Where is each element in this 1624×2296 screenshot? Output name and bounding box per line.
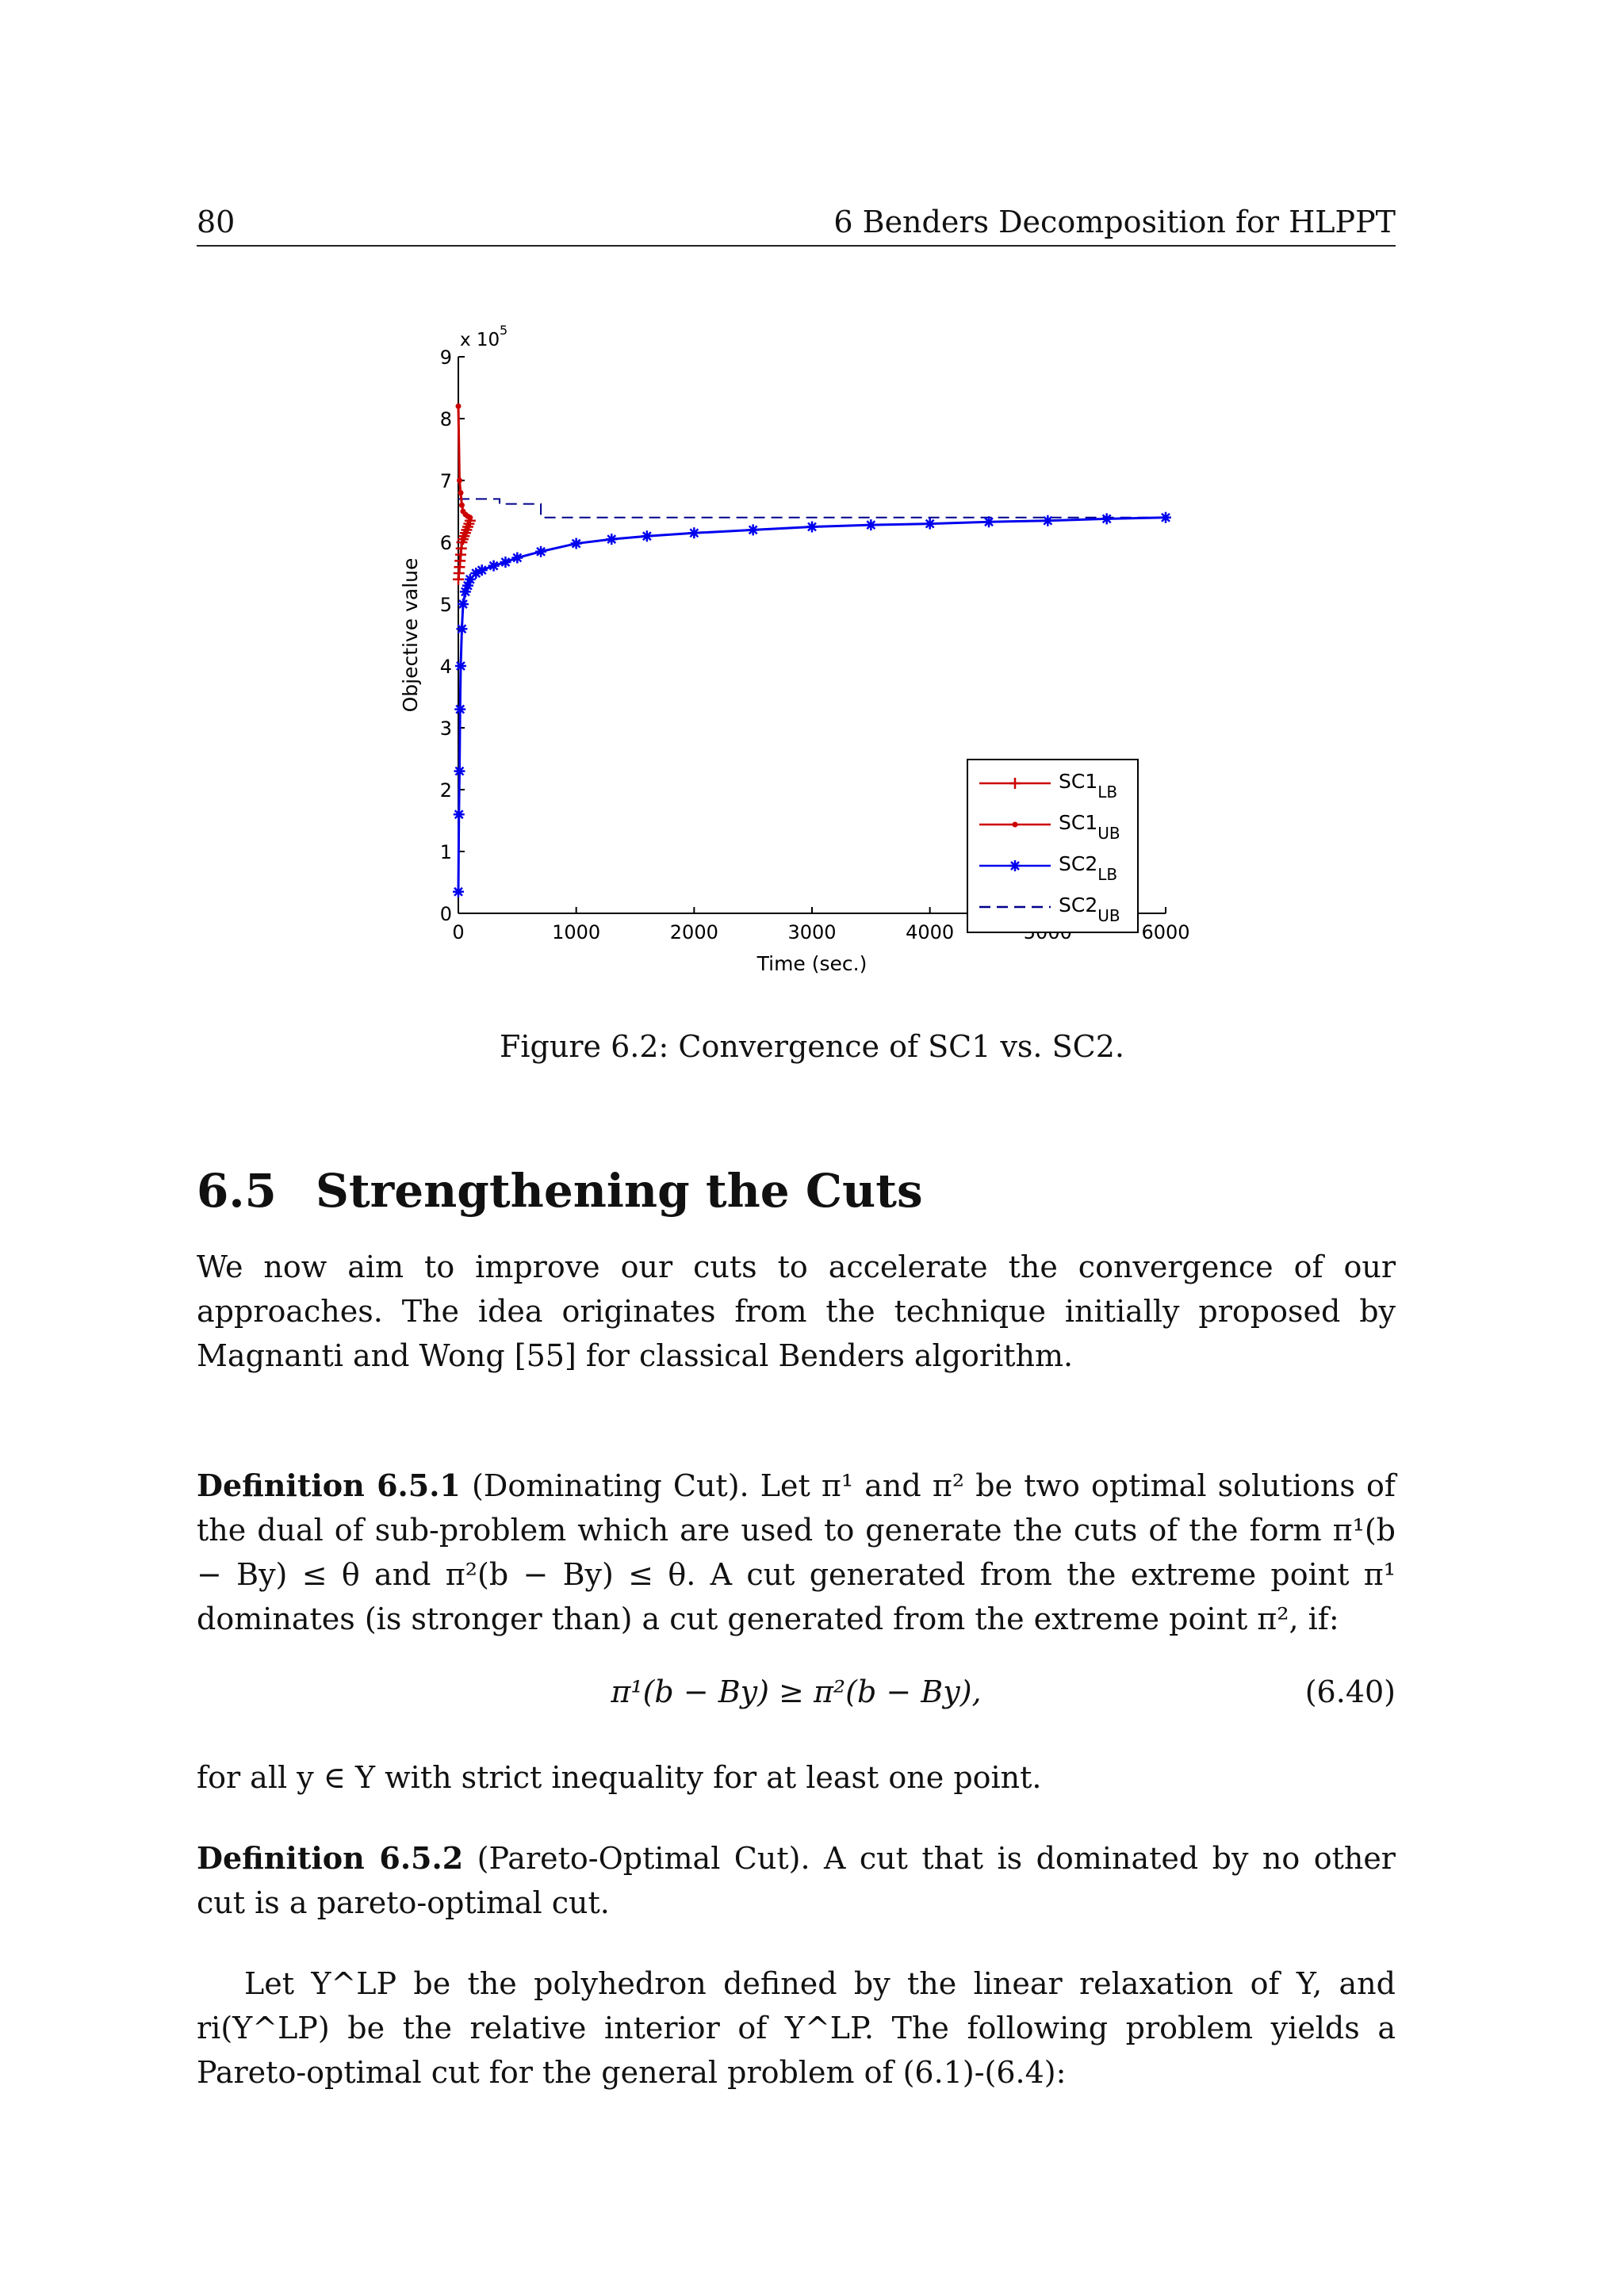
section-number: 6.5 [197,1164,277,1218]
data-point [454,704,465,715]
legend-label: $SC1_{LB}$ [1059,770,1118,802]
y-tick-label: 5 [439,594,452,616]
data-point [1101,513,1113,524]
header-rule [197,245,1396,247]
x-axis-label: Time (sec.) [756,952,868,975]
y-tick-label: 8 [439,408,452,430]
definition-name: (Pareto-Optimal Cut). [477,1841,810,1876]
section-heading [197,1164,923,1218]
data-point [642,530,653,541]
y-tick-label: 1 [439,841,452,863]
data-point [511,553,523,564]
figure-caption: Figure 6.2: Convergence of SC1 vs. SC2. [500,1029,1124,1064]
legend-subscript: LB [1097,783,1118,802]
data-point [806,522,818,533]
y-tick-label: 0 [439,903,452,925]
data-point [688,527,699,538]
equation-body: π¹(b − By) ≥ π²(b − By), [611,1674,982,1709]
legend-label: $SC2_{LB}$ [1059,852,1118,884]
data-point [748,524,759,535]
data-point [535,546,546,557]
y-tick-label: 3 [439,718,452,740]
data-point [488,561,500,572]
x-tick-label: 4000 [906,921,955,943]
after-equation-text: for all y ∈ Y with strict inequality for at least one point. [197,1760,1042,1795]
definition-pareto-cut [197,1836,1396,1925]
definition-label: Definition 6.5.2 [197,1840,464,1876]
series-sc2-ub [458,499,1166,517]
data-point [983,516,994,527]
data-point [1042,515,1053,526]
data-point [865,519,876,530]
data-point [500,557,511,568]
x-tick-label: 2000 [669,921,718,943]
convergence-chart [389,309,1237,991]
legend-label: $SC2_{UB}$ [1059,894,1120,925]
y-multiplier-label: x 10 [460,330,500,350]
final-paragraph: Let Y^LP be the polyhedron defined by the linear relaxation of Y, and ri(Y^LP) be the relative interior of Y^LP. The following problem yields a Pareto-optimal cut for the general problem of (6.1)-(6.4): [197,1966,1396,2090]
y-axis-label: Objective value [399,557,422,713]
x-tick-label: 0 [452,921,465,943]
x-tick-label: 6000 [1141,921,1190,943]
legend-subscript: UB [1097,824,1120,843]
data-point [925,519,936,530]
definition-dominating-cut [197,1464,1396,1641]
y-tick-label: 6 [439,532,452,554]
definition-body: Let π¹ and π² be two optimal solutions of the dual of sub-problem which are used to generate the cuts of the form π¹(b − By) ≤ θ and π²(b − By) ≤ θ. A cut generated from the extreme point π¹ dominates (is stronger than) a cut generated from the extreme point π², if: [197,1468,1396,1636]
data-point [459,503,465,508]
data-point [1009,860,1021,871]
y-tick-label: 9 [439,346,452,369]
data-point [458,490,463,496]
definition-label: Definition 6.5.1 [197,1468,461,1503]
data-point [1160,512,1171,523]
series-sc1-lb [453,515,476,585]
y-tick-label: 4 [439,656,452,678]
data-point [454,766,465,777]
legend-subscript: LB [1097,865,1118,884]
running-title: 6 Benders Decomposition for HLPPT [833,205,1396,239]
data-point [458,599,469,610]
series-line [458,499,1166,517]
y-tick-label: 2 [439,779,452,802]
y-multiplier-exponent: 5 [500,323,508,338]
section-title: Strengthening the Cuts [316,1164,923,1218]
data-point [456,404,462,409]
equation-label: (6.40) [1304,1674,1396,1709]
legend-label: $SC1_{UB}$ [1059,811,1120,843]
page-number: 80 [197,205,236,239]
data-point [467,515,473,520]
x-tick-label: 3000 [787,921,837,943]
data-point [1013,822,1018,828]
chart-legend [967,760,1138,932]
data-point [456,623,467,634]
data-point [453,886,464,897]
data-point [454,809,465,820]
intro-paragraph: We now aim to improve our cuts to accelerate the convergence of our approaches. The idea originates from the technique initially proposed by Magnanti and Wong [55] for classical Benders algorithm. [197,1249,1396,1373]
series-line [458,406,470,517]
data-point [457,478,462,484]
definition-name: (Dominating Cut). [472,1468,749,1503]
data-point [455,660,466,672]
y-tick-label: 7 [439,470,452,492]
definition-body: A cut that is dominated by no other cut is a pareto-optimal cut. [197,1841,1396,1920]
data-point [477,564,488,576]
data-point [571,538,582,549]
data-point [606,534,617,545]
legend-subscript: UB [1097,906,1120,925]
x-tick-label: 1000 [552,921,601,943]
